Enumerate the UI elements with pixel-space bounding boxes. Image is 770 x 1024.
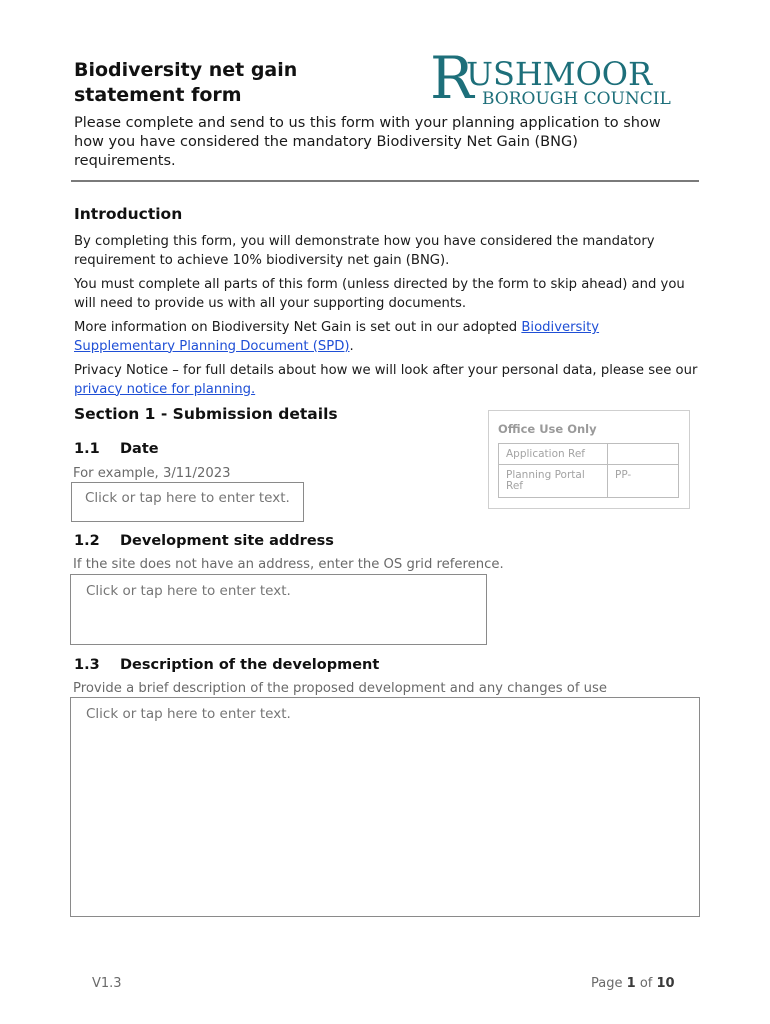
description-hint: Provide a brief description of the proposed development and any changes of use [73,681,608,696]
date-input[interactable]: Click or tap here to enter text. [71,482,304,522]
planning-portal-ref-value: PP- [608,464,679,497]
application-ref-label: Application Ref [499,444,608,465]
intro-paragraph-3-text: More information on Biodiversity Net Gain is set out in our adopted [74,320,522,335]
question-1-1-heading [74,441,159,457]
divider [71,180,699,182]
question-number: 1.2 [74,533,100,549]
title-line-2: statement form [74,84,242,106]
total-pages: 10 [656,976,675,991]
office-use-box [488,410,690,509]
question-label: Description of the development [120,657,380,673]
planning-portal-ref-label: Planning Portal Ref [499,464,608,497]
site-address-input[interactable]: Click or tap here to enter text. [70,574,487,645]
question-1-3-heading [74,657,379,673]
application-ref-value [608,444,679,465]
rushmoor-logo [430,44,690,112]
intro-text: Please complete and send to us this form with your planning application to show how you have considered the mandatory Biodiversity Net Gain (BNG) requirements. [74,115,661,169]
introduction-heading: Introduction [74,205,183,223]
office-use-title: Office Use Only [498,422,597,436]
privacy-notice-link[interactable]: privacy notice for planning. [74,381,256,397]
table-row [499,444,679,465]
logo-bottom-text: BOROUGH COUNCIL [482,89,671,109]
page-of: of [639,976,653,991]
office-use-table [498,443,679,498]
logo-initial: R [430,44,474,112]
question-1-2-heading [74,533,334,549]
intro-paragraph-2: You must complete all parts of this form (unless directed by the form to skip ahead) and you will need to provide us with all your supporting documents. [74,277,685,311]
logo-top-text: USHMOOR [466,55,653,93]
development-description-input[interactable]: Click or tap here to enter text. [70,697,700,917]
intro-paragraph-1: By completing this form, you will demonstrate how you have considered the mandatory requirement to achieve 10% biodiversity net gain (BNG). [74,234,655,268]
page-word: Page [591,976,623,991]
biodiversity-spd-link[interactable]: Biodiversity Supplementary Planning Document (SPD) [74,320,600,354]
date-hint: For example, 3/11/2023 [73,466,231,481]
version-label: V1.3 [92,976,122,991]
question-label: Date [120,441,159,457]
privacy-notice-text: Privacy Notice – for full details about how we will look after your personal data, please see our [74,363,698,378]
table-row [499,464,679,497]
question-label: Development site address [120,533,334,549]
section-1-heading: Section 1 - Submission details [74,405,338,423]
address-hint: If the site does not have an address, enter the OS grid reference. [73,557,504,572]
intro-paragraph-3-suffix: . [349,338,354,354]
question-number: 1.3 [74,657,100,673]
current-page: 1 [626,976,636,991]
intro-paragraph-3 [74,319,699,356]
page-title [74,58,394,108]
title-line-1: Biodiversity net gain [74,59,298,81]
question-number: 1.1 [74,441,100,457]
page-number [591,976,675,991]
privacy-notice-paragraph [74,362,699,399]
